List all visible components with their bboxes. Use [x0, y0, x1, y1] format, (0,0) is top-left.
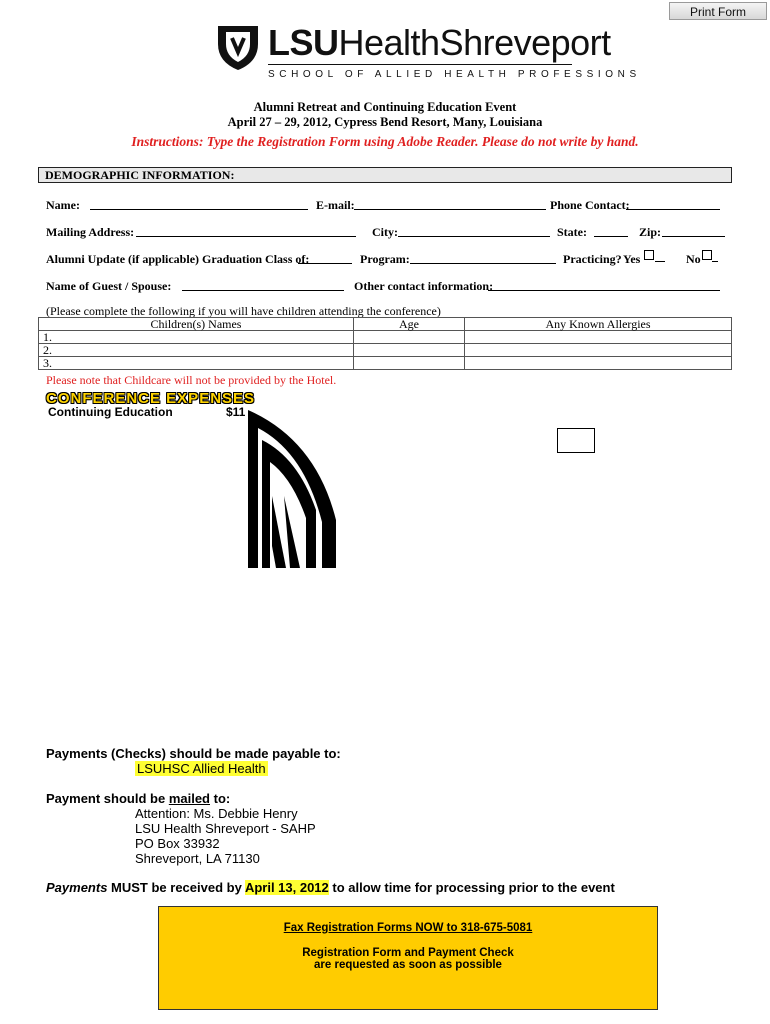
children-note: (Please complete the following if you will have children attending the conference) [46, 304, 441, 318]
yes-label: Yes [623, 252, 641, 266]
child-age-cell[interactable] [354, 331, 465, 344]
name-label: Name: [46, 198, 80, 212]
no-label: No [686, 252, 701, 266]
city-field[interactable] [398, 224, 550, 237]
child-allergies-cell[interactable] [465, 344, 732, 357]
practicing-label: Practicing? [563, 252, 622, 266]
continuing-education-label: Continuing Education [48, 405, 173, 419]
table-row [39, 331, 732, 344]
practicing-yes-checkbox[interactable] [644, 250, 654, 260]
fax-info-box [158, 906, 658, 1010]
conference-expenses-header: CONFERENCE EXPENSES [46, 390, 256, 407]
state-field[interactable] [594, 224, 628, 237]
logo-wordmark: LSUHealthShreveport [268, 22, 611, 63]
graduation-class-field[interactable] [298, 251, 352, 264]
child-name-cell[interactable]: 3. [39, 357, 354, 370]
child-allergies-cell[interactable] [465, 331, 732, 344]
address-line: Shreveport, LA 71130 [135, 851, 260, 866]
event-dates: April 27 – 29, 2012, Cypress Bend Resort, Many, Louisiana [227, 115, 543, 129]
children-table [38, 317, 732, 370]
guest-spouse-field[interactable] [182, 278, 344, 291]
zip-field[interactable] [662, 224, 725, 237]
practicing-no-checkbox[interactable] [702, 250, 712, 260]
mailing-address-field[interactable] [136, 224, 356, 237]
fax-number-line: Fax Registration Forms NOW to 318-675-5081 [283, 922, 533, 934]
column-header-age: Age [354, 318, 465, 331]
table-row [39, 344, 732, 357]
payment-mailed-label: Payment should be mailed to: [46, 791, 231, 806]
fax-request-line-2: are requested as soon as possible [314, 959, 502, 971]
state-label: State: [557, 225, 587, 239]
name-field[interactable] [90, 197, 308, 210]
table-row [39, 357, 732, 370]
payee-name: LSUHSC Allied Health [137, 761, 266, 776]
address-line: LSU Health Shreveport - SAHP [135, 821, 316, 836]
phone-label: Phone Contact: [550, 198, 630, 212]
print-form-button[interactable]: Print Form [669, 2, 767, 20]
fax-request-line: Registration Form and Payment Check [302, 947, 514, 959]
email-field[interactable] [354, 197, 546, 210]
other-contact-field[interactable] [488, 278, 720, 291]
graduation-class-label: Alumni Update (if applicable) Graduation Class of: [46, 252, 310, 266]
event-title: Alumni Retreat and Continuing Education Event [253, 100, 517, 114]
program-field[interactable] [410, 251, 556, 264]
child-age-cell[interactable] [354, 357, 465, 370]
glyph-artifact-icon [238, 400, 348, 572]
lsu-health-logo [214, 20, 641, 86]
email-label: E-mail: [316, 198, 355, 212]
checks-payable-label: Payments (Checks) should be made payable to: [46, 746, 341, 761]
child-name-cell[interactable]: 2. [39, 344, 354, 357]
other-contact-label: Other contact information: [354, 279, 494, 293]
guest-spouse-label: Name of Guest / Spouse: [46, 279, 172, 293]
city-label: City: [372, 225, 398, 239]
demographic-section-header: DEMOGRAPHIC INFORMATION: [38, 167, 732, 183]
address-line: Attention: Ms. Debbie Henry [135, 806, 298, 821]
empty-field-box[interactable] [557, 428, 595, 453]
shield-logo-icon [214, 22, 262, 72]
phone-field[interactable] [626, 197, 720, 210]
child-allergies-cell[interactable] [465, 357, 732, 370]
zip-label: Zip: [639, 225, 662, 239]
mailing-address-label: Mailing Address: [46, 225, 135, 239]
logo-tagline: SCHOOL OF ALLIED HEALTH PROFESSIONS [268, 69, 641, 80]
child-name-cell[interactable]: 1. [39, 331, 354, 344]
continuing-education-price: $11 [226, 405, 246, 419]
payment-deadline: Payments MUST be received by April 13, 2012 to allow time for processing prior to the event [46, 880, 615, 895]
column-header-names: Children(s) Names [39, 318, 354, 331]
mailing-address-block [135, 806, 316, 866]
program-label: Program: [360, 252, 410, 266]
instructions-text: Instructions: Type the Registration Form using Adobe Reader. Please do not write by hand. [131, 134, 639, 149]
childcare-note: Please note that Childcare will not be provided by the Hotel. [46, 373, 337, 387]
column-header-allergies: Any Known Allergies [465, 318, 732, 331]
child-age-cell[interactable] [354, 344, 465, 357]
table-header-row [39, 318, 732, 331]
address-line: PO Box 33932 [135, 836, 220, 851]
